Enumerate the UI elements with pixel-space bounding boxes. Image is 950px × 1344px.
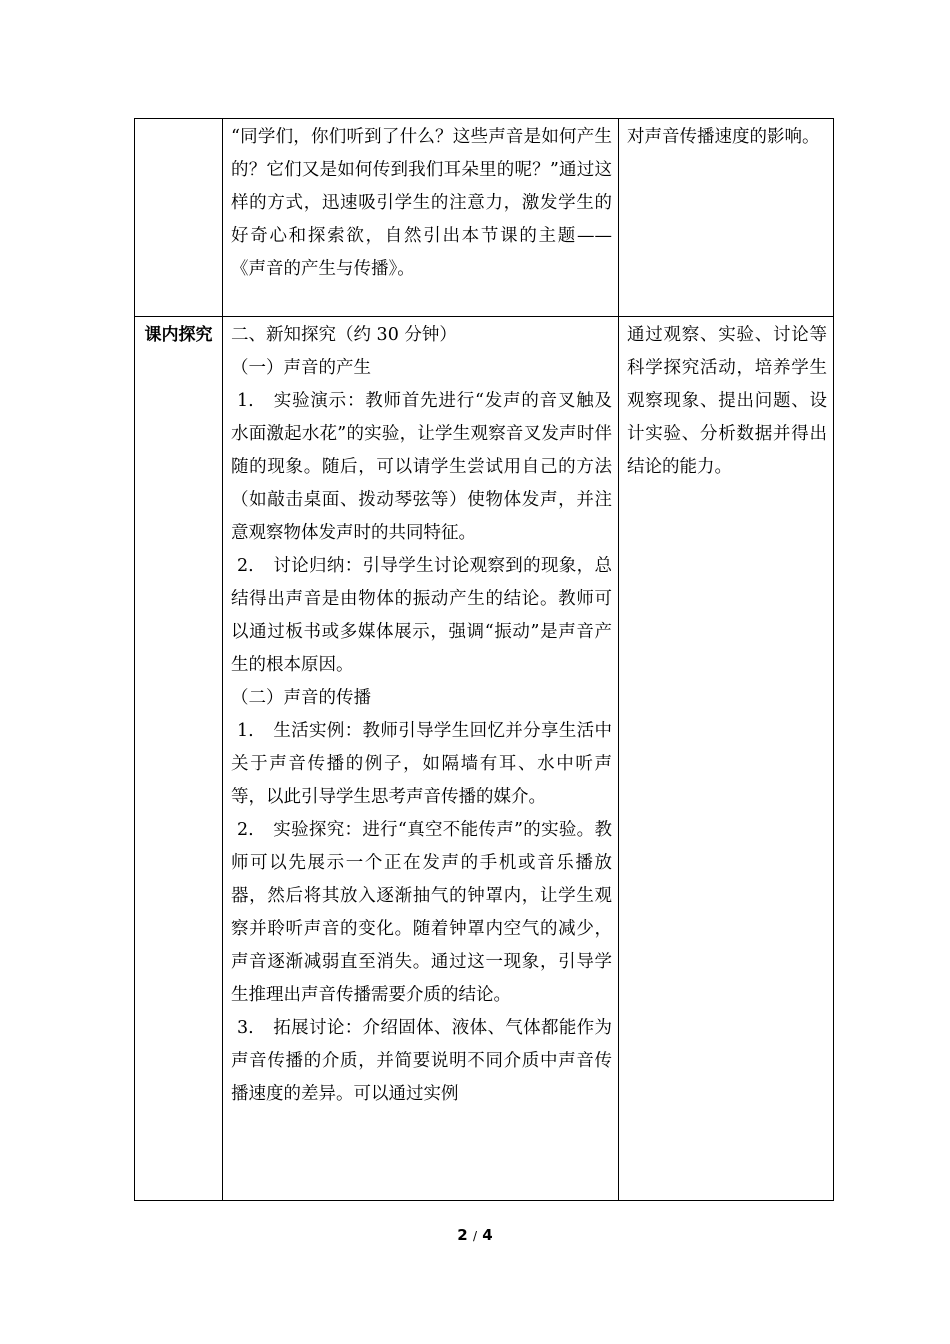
list-item: 1. 生活实例：教师引导学生回忆并分享生活中关于声音传播的例子，如隔墙有耳、水中听声等，以此引导学生思考声音传播的媒介。	[231, 721, 612, 807]
purpose-cell	[619, 119, 834, 317]
stage-cell	[135, 317, 223, 1201]
list-item: 3. 拓展讨论：介绍固体、液体、气体都能作为声音传播的介质，并简要说明不同介质中声音传播速度的差异。可以通过实例	[231, 1018, 612, 1104]
stage-cell	[135, 119, 223, 317]
list-item: 1. 实验演示：教师首先进行“发声的音叉触及水面激起水花”的实验，让学生观察音叉发声时伴随的现象。随后，可以请学生尝试用自己的方法（如敲击桌面、拨动琴弦等）使物体发声，并注意观察物体发声时的共同特征。	[231, 391, 612, 543]
purpose-text: 对声音传播速度的影响。	[627, 127, 820, 147]
stage-label: 课内探究	[144, 325, 213, 345]
content-cell	[223, 119, 619, 317]
table-row	[135, 317, 834, 1201]
page-number: 2 / 4	[457, 1226, 493, 1244]
table-row	[135, 119, 834, 317]
subsection-heading: （二）声音的传播	[231, 688, 371, 708]
stage-label	[135, 119, 222, 121]
intro-paragraph: “同学们，你们听到了什么？这些声音是如何产生的？它们又是如何传到我们耳朵里的呢？”通过这样的方式，迅速吸引学生的注意力，激发学生的好奇心和探索欲，自然引出本节课的主题——《声音的产生与传播》。	[231, 127, 612, 279]
purpose-cell	[619, 317, 834, 1201]
purpose-text: 通过观察、实验、讨论等科学探究活动，培养学生观察现象、提出问题、设计实验、分析数据并得出结论的能力。	[627, 325, 827, 477]
subsection-heading: （一）声音的产生	[231, 358, 371, 378]
content-cell	[223, 317, 619, 1201]
list-item: 2. 实验探究：进行“真空不能传声”的实验。教师可以先展示一个正在发声的手机或音乐播放器，然后将其放入逐渐抽气的钟罩内，让学生观察并聆听声音的变化。随着钟罩内空气的减少，声音逐渐减弱直至消失。通过这一现象，引导学生推理出声音传播需要介质的结论。	[231, 820, 612, 1005]
list-item: 2. 讨论归纳：引导学生讨论观察到的现象，总结得出声音是由物体的振动产生的结论。教师可以通过板书或多媒体展示，强调“振动”是声音产生的根本原因。	[231, 556, 612, 675]
section-title: 二、新知探究（约 30 分钟）	[231, 325, 457, 345]
lesson-plan-table	[134, 118, 834, 1201]
